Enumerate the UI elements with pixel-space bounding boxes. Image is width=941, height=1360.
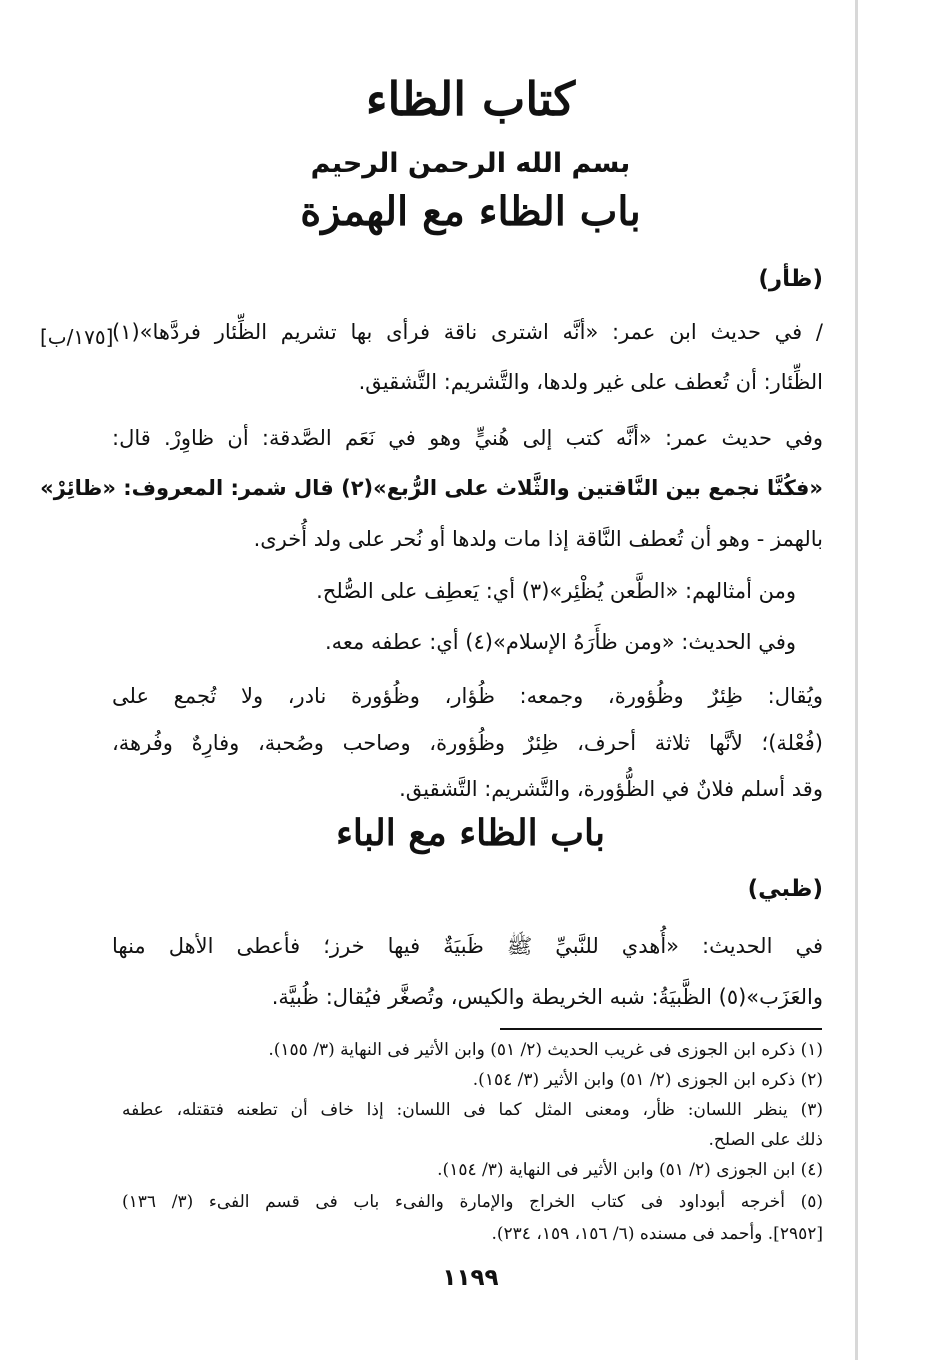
manuscript-reference: [١٧٥/ب] bbox=[40, 325, 114, 349]
body-line: وفي الحديث: «ومن ظأَرَهُ الإسلام»(٤) أي: عطفه معه. bbox=[324, 630, 796, 654]
body-line: وفي حديث عمر: «أنَّه كتب إلى هُنيٍّ وهو في نَعَم الصَّدقة: أن ظاوِرْ. قال: bbox=[112, 426, 823, 450]
body-line: «فكُنَّا نجمع بين النَّاقتين والثَّلاث على الرُّبع»(٢) قال شمر: المعروف: «ظائِرْ» bbox=[40, 476, 823, 500]
chapter-heading: باب الظاء مع الباء bbox=[335, 812, 606, 854]
body-line: (فُعْلة)؛ لأنَّها ثلاثة أحرف، ظِئرٌ وظُؤورة، وصاحب وصُحبة، وفارِهٌ وفُرهة، bbox=[112, 731, 823, 755]
footnote-line: (٥) أخرجه أبوداود فى كتاب الخراج والإمارة والفىء باب فى قسم الفىء (٣/ ١٣٦) bbox=[122, 1192, 823, 1212]
body-line: ويُقال: ظِئرٌ وظُؤورة، وجمعه: ظُؤار، وظُؤورة نادر، ولا تُجمع على bbox=[112, 684, 823, 708]
body-line: في الحديث: «أُهدي للنَّبيِّ ﷺ ظَبيَةٌ فيها خرز؛ فأعطى الأهل منها bbox=[112, 934, 823, 958]
chapter-heading: باب الظاء مع الهمزة bbox=[300, 188, 641, 235]
body-line: الظِّئار: أن تُعطف على غير ولدها، والتَّشريم: التَّشقيق. bbox=[358, 370, 823, 394]
footnote-separator bbox=[500, 1028, 822, 1030]
basmala: بسم الله الرحمن الرحيم bbox=[310, 148, 631, 179]
root-heading: (ظأر) bbox=[758, 266, 823, 292]
root-heading: (ظبي) bbox=[747, 876, 823, 902]
footnote-line: [٢٩٥٢]. وأحمد فى مسنده (٦/ ١٥٦، ١٥٩، ٢٣٤). bbox=[491, 1224, 823, 1244]
footnote-line: (٣) ينظر اللسان: ظأر، ومعنى المثل كما فى اللسان: إذا خاف أن تطعنه فتقتله، عطفه bbox=[122, 1100, 823, 1120]
body-line: / في حديث ابن عمر: «أنَّه اشترى ناقة فرأى بها تشريم الظِّئار فردَّها»(١) bbox=[112, 320, 823, 344]
footnote-line: (١) ذكره ابن الجوزى فى غريب الحديث (٢/ ٥١) وابن الأثير فى النهاية (٣/ ١٥٥). bbox=[268, 1040, 823, 1060]
footnote-line: (٢) ذكره ابن الجوزى (٢/ ٥١) وابن الأثير (٣/ ١٥٤). bbox=[472, 1070, 823, 1090]
body-line: ومن أمثالهم: «الطَّعن يُظْئِر»(٣) أي: يَعطِف على الصُّلح. bbox=[316, 579, 796, 603]
page-number: ١١٩٩ bbox=[442, 1265, 499, 1291]
footnote-line: ذلك على الصلح. bbox=[708, 1130, 823, 1150]
book-title: كتاب الظاء bbox=[365, 72, 576, 126]
footnote-line: (٤) ابن الجوزى (٢/ ٥١) وابن الأثير فى النهاية (٣/ ١٥٤). bbox=[437, 1160, 823, 1180]
body-line: وقد أسلم فلانٌ في الظُّؤورة، والتَّشريم: التَّشقيق. bbox=[399, 777, 823, 801]
body-line: والعَزَب»(٥) الظَّبيَةُ: شبه الخريطة والكيس، وتُصغَّر فيُقال: ظُبيَّة. bbox=[271, 985, 823, 1009]
body-line: بالهمز - وهو أن تُعطف النَّاقة إذا مات ولدها أو نُحر على ولد أُخرى. bbox=[253, 527, 823, 551]
